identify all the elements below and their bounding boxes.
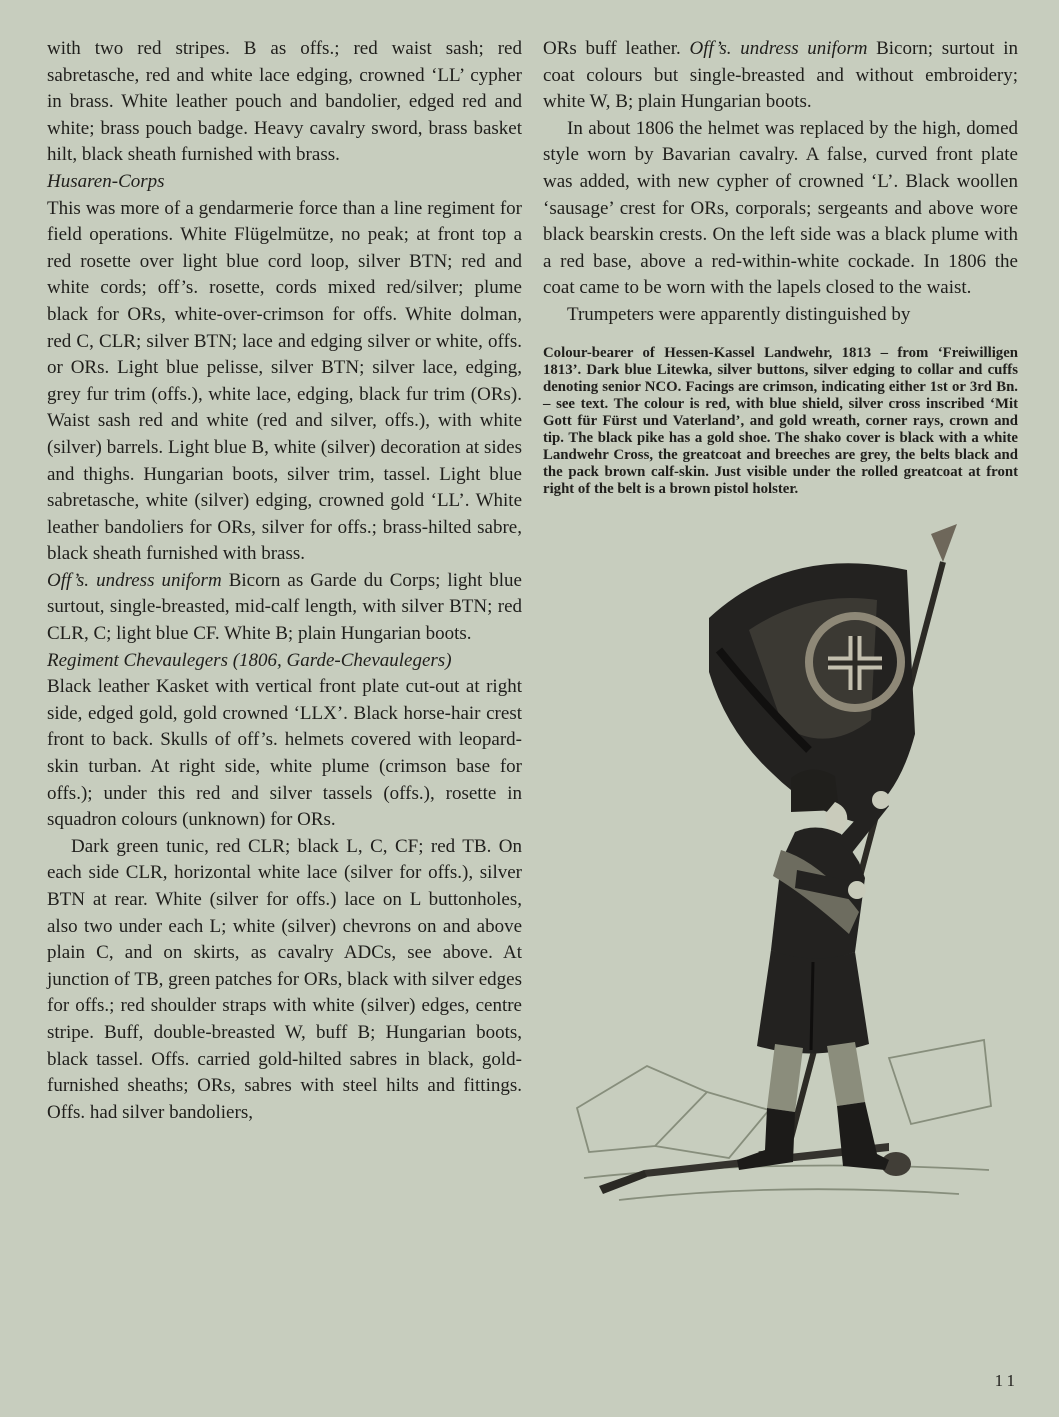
page-number: 11 [994, 1371, 1019, 1390]
right-boot [837, 1102, 889, 1170]
paragraph-husaren-corps: This was more of a gendarmerie force than a line regiment for field operations. White Flügelmütze, no peak; at front top a red rosette over light blue cord loop, silver BTN; red and white cords; off’s. rosette, cords mixed red/silver; plume black for ORs, white-over-crimson for offs. White dolman, red C, CLR; silver BTN; lace and edging silver or white, offs. or ORs. Light blue pelisse, silver BTN; silver lace, edging, grey fur trim (offs.), white lace, edging, black fur trim (ORs). Waist sash red and white (red and silver, offs.), with white (silver) barrels. Light blue B, white (silver) decoration at sides and thighs. Hungarian boots, silver trim, tassel. Light blue sabretasche, white (silver) edging, crowned gold ‘LL’. White leather bandoliers for ORs, silver for offs.; brass-hilted sabre, black sheath furnished with brass. [47, 197, 522, 565]
right-leg-breeches [827, 1042, 865, 1106]
paragraph-continuation: with two red stripes. B as offs.; red waist sash; red sabretasche, red and white lace edging, crowned ‘LL’ cypher in brass. White leather pouch and bandolier, edged red and white; brass pouch badge. Heavy cavalry sword, brass basket hilt, black sheath furnished with brass. [47, 38, 522, 166]
paragraph-text: Bicorn as Garde du Corps; light blue surtout, single-breasted, mid-calf length, with silver BTN; red CLR, C; light blue CF. White B; plain Hungarian boots. [47, 569, 522, 645]
right-hand [872, 791, 890, 809]
inline-italic: Off’s. undress uniform [689, 38, 868, 59]
figure-caption: Colour-bearer of Hessen-Kassel Landwehr, 1813 – from ‘Freiwilligen 1813’. Dark blue Litewka, silver buttons, silver edging to collar and cuffs denoting senior NCO. Facings are crimson, indicating either 1st or 3rd Bn. – see text. The colour is red, with blue shield, silver cross inscribed ‘Mit Gott für Fürst und Vaterland’, and gold wreath, corner rays, crown and tip. The black pike has a gold shoe. The shako cover is black with a white Landwehr Cross, the greatcoat and breeches are grey, the belts black and the pack brown calf-skin. Just visible under the rolled greatcoat at front right of the belt is a brown pistol holster. [543, 344, 1018, 497]
paragraph-1806-helmet: In about 1806 the helmet was replaced by the high, domed style worn by Bavarian cavalry. A false, curved front plate was added, with new cypher of crowned ‘L’. Black woollen ‘sausage’ crest for ORs, corporals; sergeants and above wore black bearskin crests. On the left side was a black plume with a red base, above a red-within-white cockade. In 1806 the coat came to be worn with the lapels closed to the waist. [543, 117, 1018, 299]
left-column [47, 36, 522, 1220]
illustration-colour-bearer [559, 510, 999, 1220]
shako [791, 769, 839, 812]
paragraph-text: ORs buff leather. [543, 38, 690, 59]
paragraph-trumpeters: Trumpeters were apparently distinguished by [567, 303, 911, 325]
right-column [543, 36, 1018, 1220]
paragraph-kasket: Black leather Kasket with vertical front plate cut-out at right side, edged gold, gold crowned ‘LLX’. Black horse-hair crest front to back. Skulls of off’s. helmets covered with leopard-skin turban. At right side, white plume (crimson base for offs.); under this red and silver tassels (offs.), rosette in squadron colours (unknown) for ORs. [47, 676, 522, 831]
paragraph-text: Bicorn; surtout in coat colours but single-breasted and without embroidery; white W, B; plain Hungarian boots. [543, 38, 1018, 113]
paragraph-tunic: Dark green tunic, red CLR; black L, C, CF; red TB. On each side CLR, horizontal white lace (silver for offs.), silver BTN at rear. White (silver for offs.) lace on L buttonholes, also two under each L; white (silver) chevrons on and above plain C, and on skirts, as cavalry ADCs, see above. At junction of TB, green patches for ORs, black with silver edges for offs.; red shoulder straps with white (silver) edges, centre stripe. Buff, double-breasted W, buff B; Hungarian boots, black tassel. Offs. carried gold-hilted sabres in black, gold-furnished sheaths; ORs, sabres with steel hilts and fittings. Offs. had silver bandoliers, [47, 835, 522, 1123]
left-hand [848, 881, 866, 899]
paragraph-ors-undress [543, 36, 1018, 116]
section-heading-chevaulegers: Regiment Chevaulegers (1806, Garde-Chevaulegers) [47, 649, 452, 671]
section-heading-husaren-corps: Husaren-Corps [47, 170, 165, 192]
inline-italic-lead: Off’s. undress uniform [47, 569, 222, 591]
soldier-figure [737, 769, 890, 1170]
paragraph-undress-uniform [47, 568, 522, 648]
